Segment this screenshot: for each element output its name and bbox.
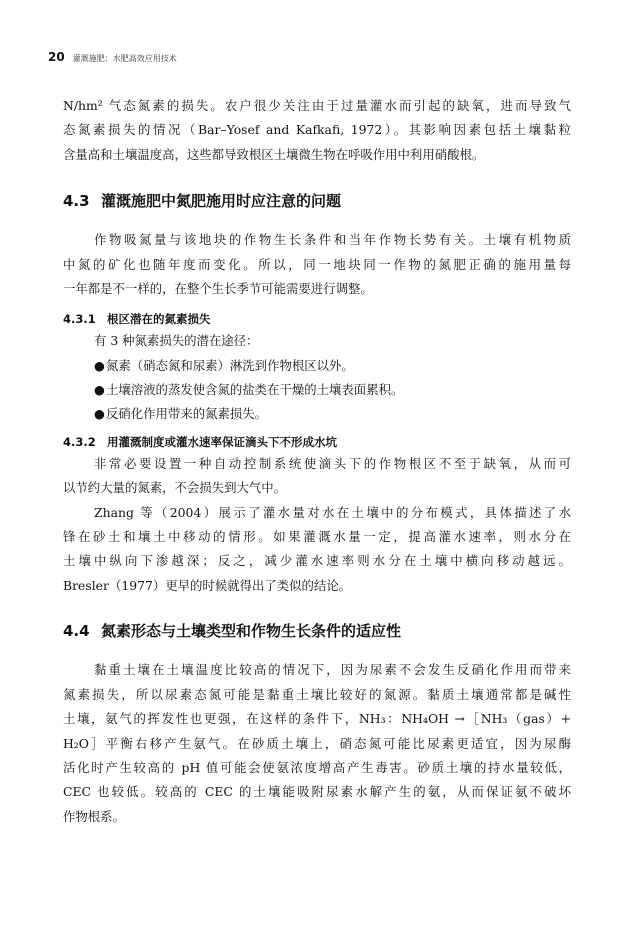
subsection-intro [63, 329, 571, 353]
subsection-heading [63, 432, 571, 452]
bullet-icon: ● [94, 405, 105, 421]
book-title: 灌溉施肥：水肥高效应用技术 [72, 54, 177, 63]
text-line: 态氮素损失的情况（Bar–Yosef and Kafkafi, 1972）。其影响因素包括土壤黏粒 [63, 122, 571, 138]
text-line: 土壤中纵向下渗越深；反之，减少灌水速率则水分在土壤中横向移动越远。 [63, 553, 571, 569]
text-line: N/hm² 气态氮素的损失。农户很少关注由于过量灌水而引起的缺氧，进而导致气 [63, 98, 571, 113]
section-paragraph [63, 658, 571, 829]
section-heading [63, 620, 571, 642]
section-number: 4.4 [63, 622, 90, 641]
section-title: 氮素形态与土壤类型和作物生长条件的适应性 [101, 622, 402, 641]
list-item [63, 378, 571, 402]
text-line: 有 3 种氮素损失的潜在途径： [94, 333, 259, 349]
text-line: 氮素损失，所以尿素态氮可能是黏重土壤比较好的氮源。黏质土壤通常都是碱性 [63, 686, 571, 702]
section-paragraph [63, 452, 571, 501]
list-item-text: 反硝化作用带来的氮素损失。 [106, 405, 268, 421]
text-line: 非常必要设置一种自动控制系统使滴头下的作物根区不至于缺氧，从而可 [94, 455, 571, 471]
section-paragraph [63, 228, 571, 301]
intro-paragraph [63, 94, 571, 167]
list-item-text: 土壤溶液的蒸发使含氮的盐类在干燥的土壤表面累积。 [106, 381, 404, 397]
text-line: 以节约大量的氮素，不会损失到大气中。 [63, 480, 287, 496]
text-line: Bresler（1977）更早的时候就得出了类似的结论。 [63, 577, 352, 593]
subsection-heading [63, 309, 571, 329]
page-number: 20 [48, 50, 65, 64]
list-item [63, 402, 571, 426]
page-body [63, 94, 571, 829]
text-line: 含量高和土壤温度高，这些都导致根区土壤微生物在呼吸作用中利用硝酸根。 [63, 146, 485, 162]
text-line: Zhang 等（2004）展示了灌水量对水在土壤中的分布模式，具体描述了水 [94, 504, 571, 520]
text-line: 土壤，氨气的挥发性也更强，在这样的条件下，NH₃：NH₄OH →［NH₃（gas）+ [63, 711, 571, 727]
text-line: 作物吸氮量与该地块的作物生长条件和当年作物长势有关。土壤有机物质 [94, 232, 571, 248]
text-line: 活化时产生较高的 pH 值可能会使氨浓度增高产生毒害。砂质土壤的持水量较低， [63, 759, 571, 775]
bullet-icon: ● [94, 357, 105, 373]
text-line: H₂O］平衡右移产生氨气。在砂质土壤上，硝态氮可能比尿素更适宜，因为尿酶 [63, 735, 571, 751]
subsection-title: 用灌溉制度或灌水速率保证滴头下不形成水坑 [107, 434, 337, 449]
text-line: 锋在砂土和壤土中移动的情形。如果灌溉水量一定，提高灌水速率，则水分在 [63, 529, 571, 545]
subsection-number: 4.3.2 [63, 434, 96, 449]
section-paragraph [63, 501, 571, 599]
text-line: 黏重土壤在土壤温度比较高的情况下，因为尿素不会发生反硝化作用而带来 [94, 662, 571, 678]
text-line: 一年都是不一样的，在整个生长季节可能需要进行调整。 [63, 281, 373, 297]
subsection-title: 根区潜在的氮素损失 [107, 312, 211, 327]
section-title: 灌溉施肥中氮肥施用时应注意的问题 [101, 192, 342, 211]
section-number: 4.3 [63, 192, 90, 211]
text-line: CEC 也较低。较高的 CEC 的土壤能吸附尿素水解产生的氨，从而保证氨不破坏 [63, 784, 571, 800]
list-item [63, 354, 571, 378]
list-item-text: 氮素（硝态氮和尿素）淋洗到作物根区以外。 [106, 357, 354, 373]
text-line: 作物根系。 [63, 808, 125, 824]
running-header [48, 50, 588, 64]
bullet-list [63, 354, 571, 426]
subsection-number: 4.3.1 [63, 312, 96, 327]
bullet-icon: ● [94, 381, 105, 397]
section-heading [63, 190, 571, 212]
text-line: 中氮的矿化也随年度而变化。所以，同一地块同一作物的氮肥正确的施用量每 [63, 256, 571, 272]
